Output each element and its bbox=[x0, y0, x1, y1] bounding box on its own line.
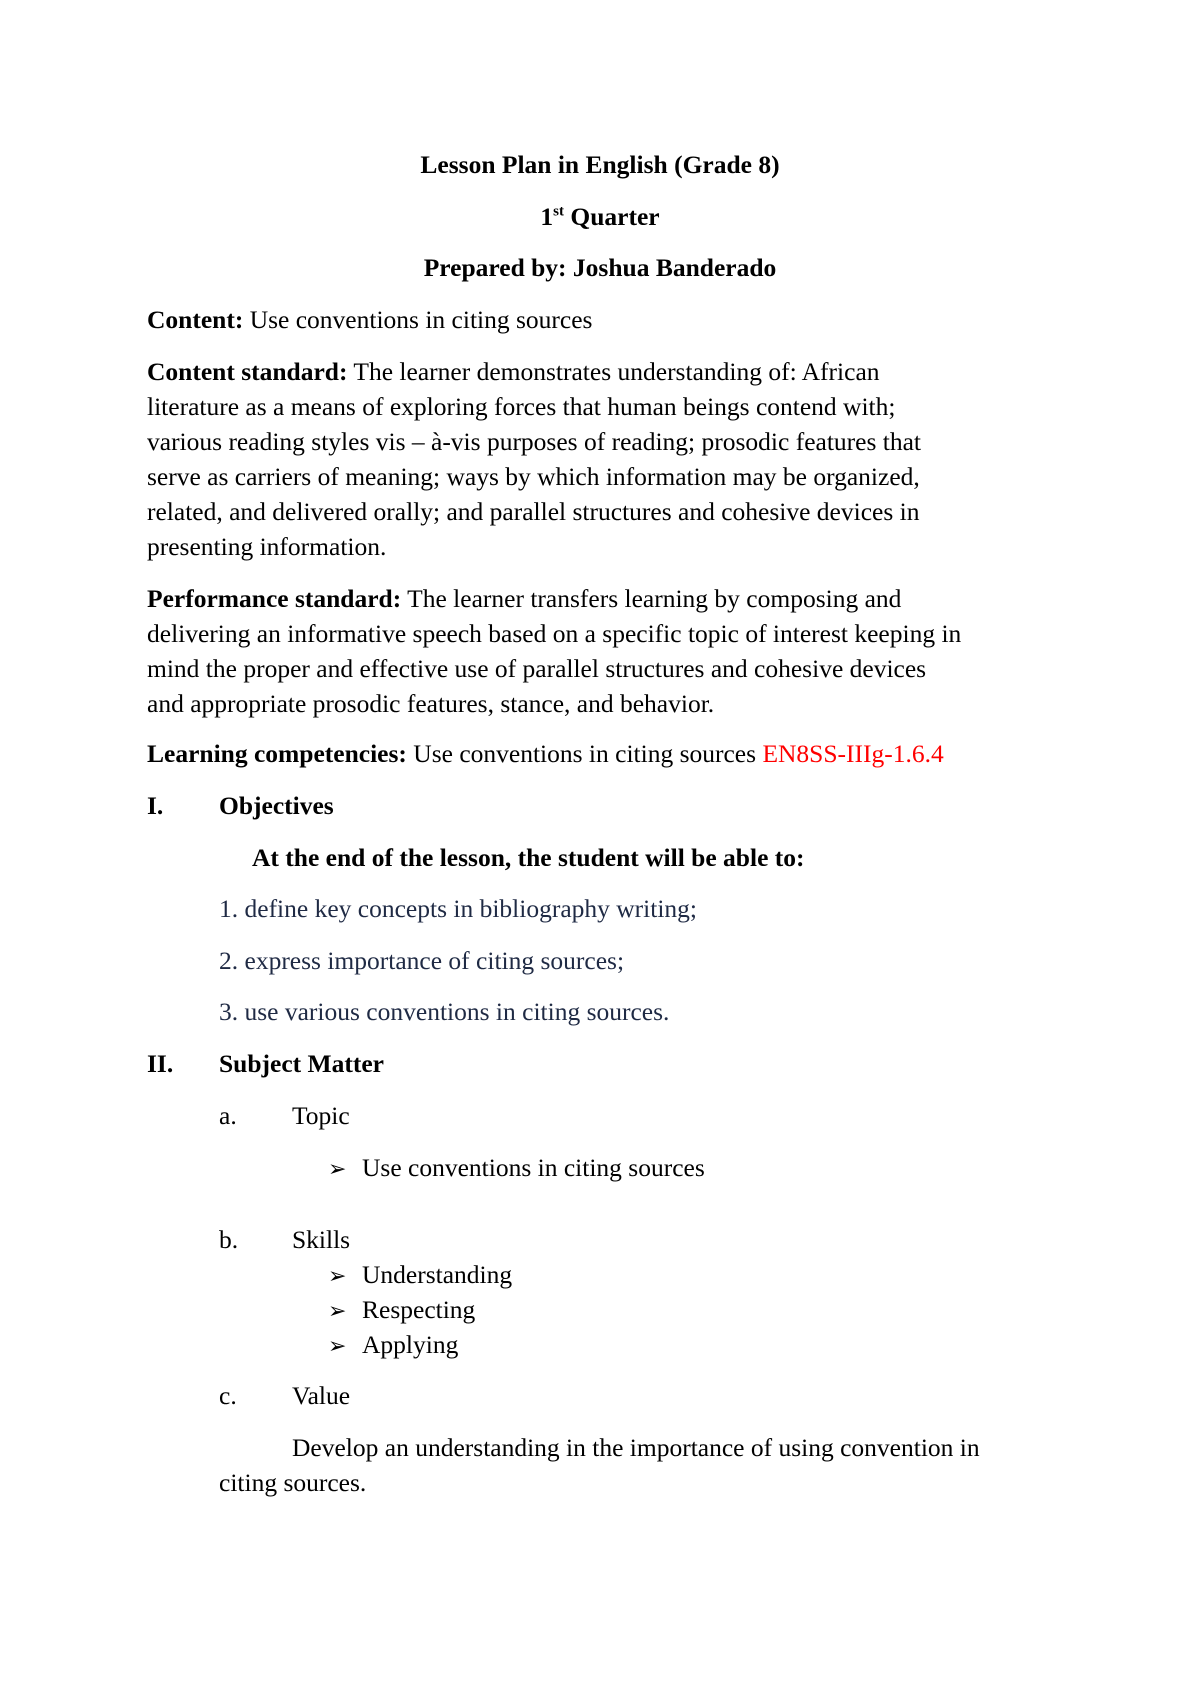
skills-label: Skills bbox=[292, 1225, 351, 1254]
value-text-line-2: citing sources. bbox=[219, 1468, 367, 1497]
content-standard-label: Content standard: bbox=[147, 357, 348, 386]
quarter-word: Quarter bbox=[570, 202, 660, 231]
objective-text-3: use various conventions in citing sources. bbox=[244, 997, 670, 1026]
quarter-ordinal-suffix: st bbox=[553, 203, 564, 220]
competency-code: EN8SS-IIIg-1.6.4 bbox=[762, 739, 944, 768]
performance-standard-line-2: delivering an informative speech based on a specific topic of interest keeping in bbox=[147, 619, 962, 648]
learning-competencies-text: Use conventions in citing sources bbox=[413, 739, 757, 768]
objective-number-3: 3. bbox=[219, 997, 239, 1026]
topic-label: Topic bbox=[292, 1101, 350, 1130]
value-text-line-1: Develop an understanding in the importance of using convention in bbox=[292, 1433, 980, 1462]
objective-item-2 bbox=[219, 943, 624, 978]
learning-competencies-line bbox=[147, 736, 944, 771]
topic-item-text: Use conventions in citing sources bbox=[362, 1153, 705, 1182]
skill-bullet-item-2 bbox=[328, 1292, 475, 1329]
skill-text-1: Understanding bbox=[362, 1260, 513, 1289]
quarter-heading bbox=[0, 199, 1200, 234]
value-label: Value bbox=[292, 1381, 351, 1410]
performance-standard-line-3: mind the proper and effective use of parallel structures and cohesive devices bbox=[147, 654, 927, 683]
content-standard-line-3: various reading styles vis – à-vis purposes of reading; prosodic features that bbox=[147, 427, 922, 456]
objective-item-3 bbox=[219, 994, 669, 1029]
performance-standard-text-1: The learner transfers learning by composing and bbox=[407, 584, 902, 613]
performance-standard-label: Performance standard: bbox=[147, 584, 402, 613]
arrow-bullet-icon: ➢ bbox=[328, 1299, 347, 1324]
objective-item-1 bbox=[219, 891, 697, 926]
objective-text-2: express importance of citing sources; bbox=[244, 946, 625, 975]
content-text: Use conventions in citing sources bbox=[249, 305, 593, 334]
objectives-numeral: I. bbox=[147, 791, 164, 820]
content-standard-line-5: related, and delivered orally; and parallel structures and cohesive devices in bbox=[147, 497, 920, 526]
content-standard-line-4: serve as carriers of meaning; ways by which information may be organized, bbox=[147, 462, 920, 491]
content-standard-line-2: literature as a means of exploring forces that human beings contend with; bbox=[147, 392, 896, 421]
topic-bullet-item bbox=[328, 1150, 705, 1187]
objective-number-1: 1. bbox=[219, 894, 239, 923]
content-standard-line-6: presenting information. bbox=[147, 532, 387, 561]
skills-letter: b. bbox=[219, 1225, 239, 1254]
content-standard-paragraph bbox=[147, 354, 921, 564]
quarter-number: 1 bbox=[540, 202, 554, 231]
value-letter: c. bbox=[219, 1381, 237, 1410]
performance-standard-paragraph bbox=[147, 581, 961, 721]
performance-standard-line-4: and appropriate prosodic features, stance, and behavior. bbox=[147, 689, 715, 718]
skill-text-3: Applying bbox=[362, 1330, 459, 1359]
content-standard-text-1: The learner demonstrates understanding of: African bbox=[353, 357, 880, 386]
subject-matter-numeral: II. bbox=[147, 1049, 174, 1078]
skill-text-2: Respecting bbox=[362, 1295, 476, 1324]
prepared-by: Prepared by: Joshua Banderado bbox=[423, 253, 777, 282]
skill-bullet-item-1 bbox=[328, 1257, 512, 1294]
arrow-bullet-icon: ➢ bbox=[328, 1334, 347, 1359]
content-line bbox=[147, 302, 592, 337]
performance-standard-line-1 bbox=[147, 581, 961, 616]
content-label: Content: bbox=[147, 305, 244, 334]
objectives-intro: At the end of the lesson, the student will be able to: bbox=[252, 843, 805, 872]
objective-number-2: 2. bbox=[219, 946, 239, 975]
subject-matter-heading: Subject Matter bbox=[219, 1049, 384, 1078]
document-title: Lesson Plan in English (Grade 8) bbox=[420, 150, 780, 179]
content-standard-line-1 bbox=[147, 354, 921, 389]
objectives-heading: Objectives bbox=[219, 791, 334, 820]
arrow-bullet-icon: ➢ bbox=[328, 1264, 347, 1289]
skill-bullet-item-3 bbox=[328, 1327, 458, 1364]
arrow-bullet-icon: ➢ bbox=[328, 1157, 347, 1182]
objective-text-1: define key concepts in bibliography writing; bbox=[244, 894, 698, 923]
learning-competencies-label: Learning competencies: bbox=[147, 739, 407, 768]
topic-letter: a. bbox=[219, 1101, 237, 1130]
